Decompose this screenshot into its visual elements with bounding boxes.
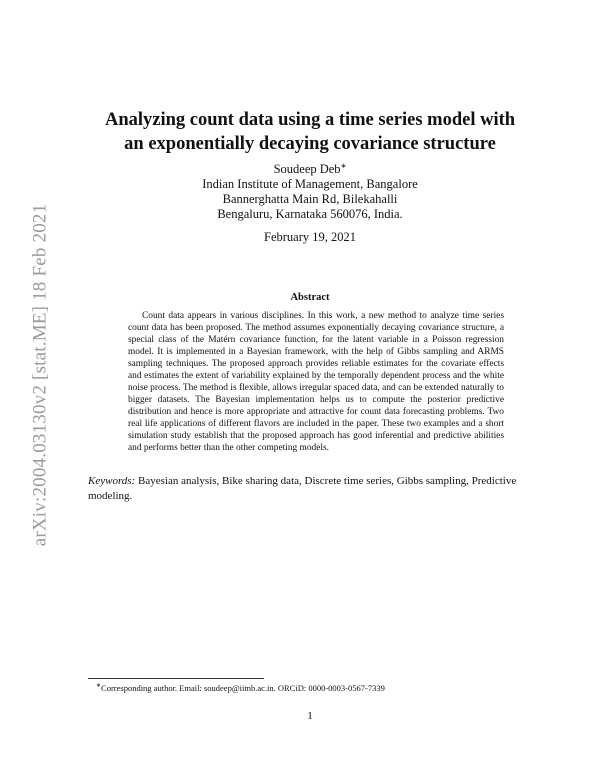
footnote-marker: ∗	[96, 683, 102, 690]
paper-title-line-2: an exponentially decaying covariance structure	[124, 134, 496, 154]
author-footnote-marker: ∗	[340, 161, 347, 170]
abstract-text: Count data appears in various disciplines. In this work, a new method to analyze time series count data has been proposed. The method assumes exponentially decaying covariance structure, a special class of the Matérn covariance function, for the latent variable in a Poisson regression model. It is implemented in a Bayesian framework, with the help of Gibbs sampling and ARMS sampling techniques. The proposed approach provides reliable estimates for the covariate effects and estimates the extent of variability explained by the temporally dependent process and the white noise process. The method is flexible, allows irregular spaced data, and can be extended naturally to bigger datasets. The Bayesian implementation helps us to compute the posterior predictive distribution and hence is more appropriate and attractive for count data forecasting problems. Two real life applications of different flavors are included in the paper. These two examples and a short simulation study establish that the proposed approach has good inferential and predictive abilities and performs better than the other competing models.	[128, 311, 504, 453]
author-block	[60, 162, 560, 222]
publication-date: February 19, 2021	[264, 230, 356, 244]
paper-title-line-1: Analyzing count data using a time series model with	[104, 110, 516, 130]
page-number: 1	[307, 710, 313, 722]
author-name: Soudeep Deb∗	[273, 161, 347, 176]
abstract-heading: Abstract	[290, 292, 330, 303]
arxiv-identifier-stamp	[22, 184, 58, 566]
keywords-text: Bayesian analysis, Bike sharing data, Discrete time series, Gibbs sampling, Predictive modeling.	[88, 475, 517, 502]
arxiv-identifier-text: arXiv:2004.03130v2 [stat.ME] 18 Feb 2021	[29, 203, 51, 547]
keywords-label: Keywords:	[88, 475, 136, 487]
footnote	[96, 683, 556, 694]
keywords	[88, 474, 534, 504]
affiliation-line-2: Bannerghatta Main Rd, Bilekahalli	[222, 192, 398, 206]
footnote-text: Corresponding author. Email: soudeep@iimb.ac.in. ORCiD: 0000-0003-0567-7339	[101, 683, 385, 693]
affiliation-line-1: Indian Institute of Management, Bangalore	[202, 177, 418, 191]
paper-title	[60, 108, 560, 156]
affiliation-line-3: Bengaluru, Karnataka 560076, India.	[217, 207, 403, 221]
footnote-divider	[88, 678, 264, 679]
